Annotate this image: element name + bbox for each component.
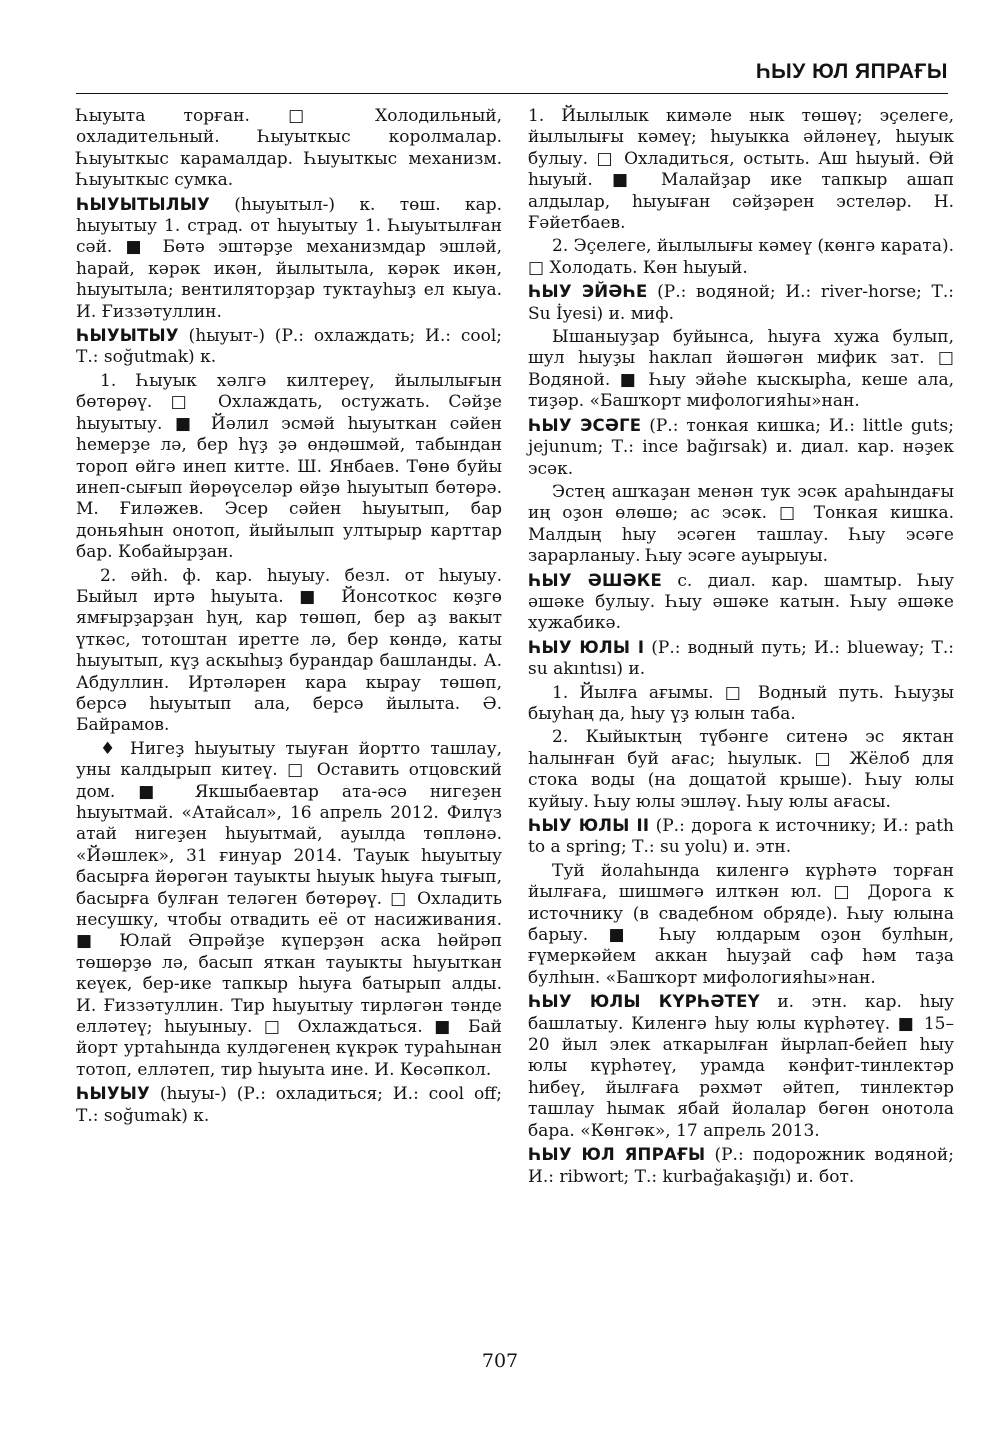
entry-paragraph: Һыуыта торған. □ Холодильный, охладительный. Һыуыткыс королмалар. Һыуыткыс карамалдар. Һыуыткыс механизм. Һыуыткыс сумка. [76,106,502,191]
headword: ҺЫУ ӘШӘКЕ [528,570,662,590]
headword: ҺЫУЫТЫУ [76,326,179,346]
entry-head-line [528,991,954,1142]
right-column [528,106,954,1190]
dictionary-entry [528,815,954,989]
entry-head-line [76,325,502,369]
running-head: ҺЫУ ЮЛ ЯПРАҒЫ [755,60,948,83]
headword: ҺЫУ ЭСӘГЕ [528,415,642,435]
dictionary-entry [528,1144,954,1188]
entry-paragraph: 2. Эҫелеге, йылылығы кәмеү (көнгә карата). □ Холодать. Көн һыуый. [528,236,954,278]
entry-paragraph: 1. Йылға ағымы. □ Водный путь. Һыуҙы быуһаң да, һыу үҙ юлын таба. [528,682,954,724]
entry-head-line [528,1144,954,1188]
entry-definition: (һыуы-) (Р.: охладиться; И.: cool off; Т.: soğumak) к. [76,1084,502,1126]
entry-definition: (Р.: подорожник водяной; И.: ribwort; Т.: kurbağakaşığı) и. бот. [528,1145,954,1187]
entry-paragraph: Ышаныуҙар буйынса, һыуға хужа булып, шул һыуҙы һаклап йәшәгән мифик зат. □ Водяной. ■ Һыу эйәһе кыскырһа, кеше ала, тиҙәр. «Башҡорт мифологияһы»нан. [528,327,954,412]
entry-paragraph: Туй йолаһында киленгә күрһәтә торған йылғаға, шишмәгә илткән юл. □ Дорога к источнику (в свадебном обряде). Һыу юлына барыу. ■ Һыу юлдарым оҙон булһын, ғүмеркәйем аккан һыуҙай саф һәм таҙа булһын. «Башҡорт мифологияһы»нан. [528,860,954,988]
entry-paragraph: 2. әйһ. ф. кар. һыуыу. безл. от һыуыу. Быйыл иртә һыуыта. ■ Йонсоткос көҙгө ямғырҙарҙан һуң, кар төшөп, бер аҙ вакыт үткәс, тотоштан иретте лә, бер көндә, каты һыуытып, күҙ аскыһыҙ бурандар башланды. А. Абдуллин. Иртәләрен кара кырау төшөп, берсә һыуытып ала, берсә йылыта. Ә. Байрамов. [76,565,502,736]
headword: ҺЫУ ЭЙӘҺЕ [528,282,648,302]
entry-definition: и. этн. кар. һыу башлатыу. Киленгә һыу юлы күрһәтеү. ■ 15–20 йыл элек аткарылған йырлап-бейеп һыу юлы күрһәтеү, урамда кәнфит-тинлектәр һибеү, йылғаға рәхмәт әйтеп, тинлектәр ташлау һымак ябай йолалар бөгөн онотола бара. «Көнгәк», 17 апрель 2013. [528,992,955,1141]
dictionary-entry [528,637,954,813]
entry-definition: (һыуыт-) (Р.: охлаждать; И.: cool; Т.: soğutmak) к. [76,326,502,368]
headword: ҺЫУЫТЫЛЫУ [76,194,210,214]
dictionary-entry [76,194,502,323]
entry-definition: (Р.: водный путь; И.: blueway; Т.: su akıntısı) и. [528,637,954,680]
entry-head-line [528,281,954,325]
dictionary-entry [528,991,954,1142]
headword: ҺЫУ ЮЛ ЯПРАҒЫ [528,1145,706,1165]
entry-paragraph: 2. Кыйыктың түбәнге ситенә эс яктан һалынған буй ағас; һыулык. □ Жёлоб для стока воды (на дощатой крыше). Һыу юлы куйыу. Һыу юлы эшләү. Һыу юлы ағасы. [528,727,954,812]
entry-head-line [528,637,954,681]
dictionary-entry [528,415,954,568]
entry-head-line [528,570,954,635]
entry-definition: (Р.: тонкая кишка; И.: little guts; jejunum; Т.: ince bağırsak) и. диал. кар. нәҙек эсәк. [528,415,954,479]
entry-definition: (Р.: водяной; И.: river-horse; Т.: Su İyesi) и. миф. [528,282,954,324]
headword: ҺЫУ ЮЛЫ II [528,816,650,835]
entry-head-line [528,815,954,859]
entry-paragraph: Эстең ашҡаҙан менән тук эсәк араһындағы иң оҙон өлөшө; ас эсәк. □ Тонкая кишка. Малдың һыу эсәген ташлау. Һыу эсәге зарарланыу. Һыу эсәге ауырыуы. [528,481,954,567]
dictionary-entry [528,106,954,279]
dictionary-entry [528,570,954,635]
headword: ҺЫУЫУ [76,1084,150,1104]
dictionary-entry [76,325,502,1081]
entry-definition: (һыуытыл-) к. төш. кар. һыуытыу 1. страд. от һыуытыу 1. Һыуытылған сәй. ■ Бөтә эштәрҙе механизмдар эшләй, һарай, кәрәк икән, йылытыла, кәрәк икән, һыуытыла; вентиляторҙар туктауһыҙ ел кыуа. И. Ғиззәтуллин. [76,194,502,322]
headword: ҺЫУ ЮЛЫ КҮРҺӘТЕҮ [528,992,760,1012]
left-column [76,106,502,1129]
entry-head-line [76,194,502,323]
entry-definition: (Р.: дорога к источнику; И.: path to a spring; Т.: su yolu) и. этн. [528,816,954,858]
dictionary-entry [528,281,954,412]
dictionary-entry [76,106,502,192]
entry-paragraph: ♦ Нигеҙ һыуытыу тыуған йортто ташлау, уны калдырып китеү. □ Оставить отцовский дом. ■ Якшыбаевтар ата-әсә нигеҙен һыуытмай. «Атайсал», 16 апрель 2012. Филүз атай нигеҙен һыуытмай, ауылда төпләнә. «Йәшлек», 31 ғинуар 2014. Тауык һыуытыу басырға йөрөгән тауыкты һыуык һыуға тығып, басырға булған теләген бөтөрөү. □ Охладить несушку, чтобы отвадить её от насиживания. ■ Юлай Әпрәйҙе күперҙән аска һөйрәп төшөрҙө лә, басып яткан тауыкты һыуыткан кеүек, бер-ике тапкыр һыуға батырып алды. И. Ғиззәтуллин. Тир һыуытыу тирләгән тәнде елләтеү; һыуыныу. □ Охлаждаться. ■ Бай йорт уртаһында кулдәгенең күкрәк тураһынан тотоп, елләтеп, тир һыуыта ине. И. Көсәпкол. [76,738,502,1080]
dictionary-entry [76,1083,502,1127]
page-number: 707 [481,1350,519,1372]
header-rule [76,93,948,94]
entry-definition: с. диал. кар. шамтыр. Һыу әшәке булыу. Һыу әшәке катын. Һыу әшәке хужабикә. [528,570,954,634]
entry-head-line [528,415,954,480]
headword: ҺЫУ ЮЛЫ I [528,637,645,657]
entry-head-line [76,1083,502,1127]
entry-paragraph: 1. Һыуык хәлгә килтереү, йылылығын бөтөрөү. □ Охлаждать, остужать. Сәйҙе һыуытыу. ■ Йәлил эсмәй һыуыткан сәйен һемерҙе лә, бер һүҙ ҙә өндәшмәй, табындан тороп өйгә инеп китте. Ш. Янбаев. Төнө буйы инеп-сығып йөрөүселәр өйҙө һыуытып бөтөрә. М. Ғиләжев. Эсер сәйен һыуытып, бар доньяһын онотоп, йыйылып ултырыр карттар бар. Кобайырҙан. [76,370,502,563]
entry-paragraph: 1. Йылылык кимәле нык төшөү; эҫелеге, йылылығы кәмеү; һыуыкка әйләнеү, һыуык булыу. □ Охладиться, остыть. Аш һыуый. Өй һыуый. ■ Малайҙар ике тапкыр ашап алдылар, һыуыған сәйҙәрен эстеләр. Н. Ғәйетбаев. [528,106,954,234]
